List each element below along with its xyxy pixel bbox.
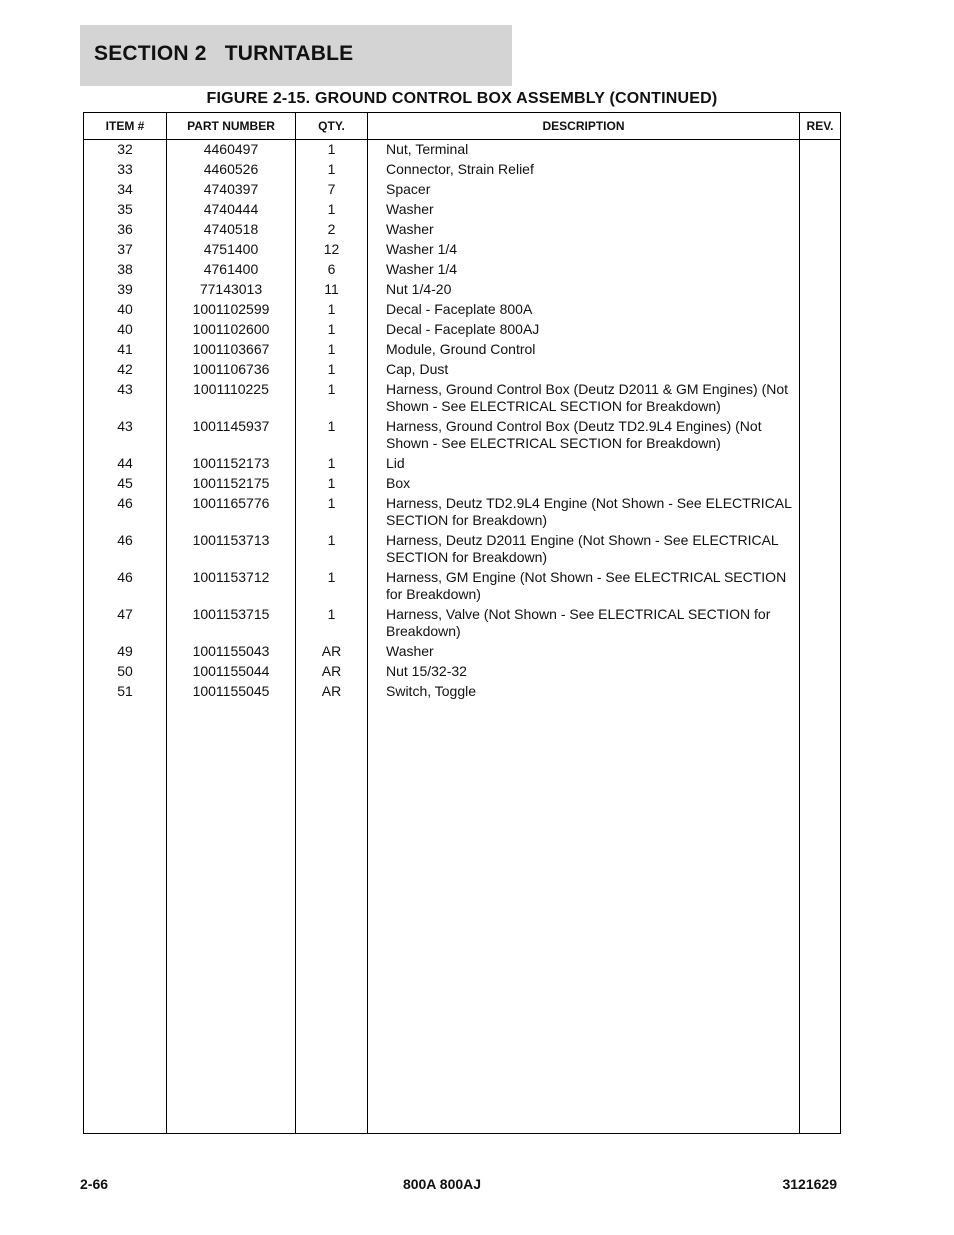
description-cell: Washer — [386, 221, 434, 237]
qty-cell: 1 — [327, 455, 336, 471]
item-cell: 40 — [117, 321, 133, 337]
description-cell: Nut 15/32-32 — [386, 663, 467, 679]
parts-table — [83, 112, 841, 1134]
item-cell: 32 — [117, 141, 133, 157]
column-header-description: DESCRIPTION — [542, 119, 625, 133]
qty-cell: 1 — [327, 341, 336, 357]
table-row — [84, 261, 840, 278]
description-cell: Decal - Faceplate 800AJ — [386, 321, 540, 337]
qty-cell: 1 — [327, 361, 336, 377]
item-cell: 46 — [117, 569, 133, 585]
description-cell: Washer 1/4 — [386, 261, 458, 277]
qty-cell: 1 — [327, 381, 336, 397]
part-number-cell: 4460526 — [203, 161, 259, 177]
description-cell: Connector, Strain Relief — [386, 161, 534, 177]
page-number: 2-66 — [80, 1176, 109, 1192]
qty-cell: 11 — [324, 281, 339, 297]
qty-cell: 1 — [327, 475, 336, 491]
part-number-cell: 1001103667 — [192, 341, 270, 357]
qty-cell: 1 — [327, 301, 336, 317]
item-cell: 47 — [117, 606, 133, 622]
column-header-part-number: PART NUMBER — [187, 119, 275, 133]
part-number-cell: 4740397 — [203, 181, 259, 197]
table-row — [84, 569, 840, 603]
item-cell: 50 — [117, 663, 133, 679]
qty-cell: 1 — [327, 418, 336, 434]
column-header-item: ITEM # — [105, 119, 145, 133]
part-number-cell: 1001153712 — [192, 569, 270, 585]
part-number-cell: 1001106736 — [192, 361, 270, 377]
table-row — [84, 455, 840, 472]
description-cell: Harness, Deutz TD2.9L4 Engine (Not Shown - See ELECTRICAL SECTION for Breakdown) — [386, 495, 792, 528]
item-cell: 45 — [117, 475, 133, 491]
table-row — [84, 663, 840, 680]
item-cell: 44 — [117, 455, 133, 471]
table-row — [84, 301, 840, 318]
section-banner — [80, 25, 512, 86]
description-cell: Washer 1/4 — [386, 241, 458, 257]
item-cell: 34 — [117, 181, 133, 197]
qty-cell: AR — [321, 663, 342, 679]
part-number-cell: 1001153713 — [192, 532, 270, 548]
part-number-cell: 1001155045 — [192, 683, 270, 699]
part-number-cell: 1001155043 — [192, 643, 270, 659]
table-row — [84, 643, 840, 660]
description-cell: Lid — [386, 455, 405, 471]
description-cell: Nut, Terminal — [386, 141, 469, 157]
table-row — [84, 161, 840, 178]
item-cell: 40 — [117, 301, 133, 317]
description-cell: Spacer — [386, 181, 431, 197]
qty-cell: 1 — [327, 569, 336, 585]
part-number-cell: 1001165776 — [192, 495, 270, 511]
table-row — [84, 321, 840, 338]
qty-cell: 2 — [327, 221, 336, 237]
table-row — [84, 532, 840, 566]
item-cell: 46 — [117, 495, 133, 511]
description-cell: Harness, GM Engine (Not Shown - See ELECTRICAL SECTION for Breakdown) — [386, 569, 787, 602]
column-header-rev: REV. — [806, 119, 834, 133]
description-cell: Decal - Faceplate 800A — [386, 301, 533, 317]
table-row — [84, 241, 840, 258]
table-row — [84, 341, 840, 358]
table-body — [84, 141, 840, 703]
part-number-cell: 77143013 — [199, 281, 263, 297]
description-cell: Box — [386, 475, 411, 491]
description-cell: Harness, Ground Control Box (Deutz D2011 & GM Engines) (Not Shown - See ELECTRICAL SECTION for Breakdown) — [386, 381, 789, 414]
item-cell: 35 — [117, 201, 133, 217]
qty-cell: 1 — [327, 161, 336, 177]
qty-cell: 1 — [327, 606, 336, 622]
part-number-cell: 4740444 — [203, 201, 259, 217]
part-number-cell: 1001152175 — [192, 475, 270, 491]
item-cell: 37 — [117, 241, 133, 257]
table-row — [84, 495, 840, 529]
section-title: SECTION 2 TURNTABLE — [94, 42, 354, 65]
part-number-cell: 1001153715 — [192, 606, 270, 622]
part-number-cell: 1001145937 — [192, 418, 270, 434]
item-cell: 42 — [117, 361, 133, 377]
part-number-cell: 4740518 — [203, 221, 259, 237]
item-cell: 43 — [117, 381, 133, 397]
description-cell: Harness, Valve (Not Shown - See ELECTRICAL SECTION for Breakdown) — [386, 606, 771, 639]
item-cell: 36 — [117, 221, 133, 237]
table-row — [84, 683, 840, 700]
qty-cell: AR — [321, 643, 342, 659]
description-cell: Harness, Ground Control Box (Deutz TD2.9L4 Engines) (Not Shown - See ELECTRICAL SECTION for Breakdown) — [386, 418, 762, 451]
item-cell: 46 — [117, 532, 133, 548]
qty-cell: 1 — [327, 495, 336, 511]
item-cell: 49 — [117, 643, 133, 659]
item-cell: 51 — [117, 683, 133, 699]
part-number-cell: 1001155044 — [192, 663, 270, 679]
qty-cell: 1 — [327, 201, 336, 217]
qty-cell: 1 — [327, 141, 336, 157]
qty-cell: 12 — [323, 241, 340, 257]
figure-title: FIGURE 2-15. GROUND CONTROL BOX ASSEMBLY (CONTINUED) — [206, 90, 718, 107]
part-number-cell: 1001152173 — [192, 455, 270, 471]
part-number-cell: 1001102599 — [192, 301, 270, 317]
part-number-cell: 4460497 — [203, 141, 259, 157]
table-row — [84, 475, 840, 492]
table-row — [84, 201, 840, 218]
item-cell: 38 — [117, 261, 133, 277]
part-number-cell: 1001110225 — [193, 381, 269, 397]
description-cell: Switch, Toggle — [386, 683, 477, 699]
table-row — [84, 281, 840, 298]
item-cell: 39 — [117, 281, 133, 297]
table-row — [84, 181, 840, 198]
description-cell: Nut 1/4-20 — [386, 281, 452, 297]
description-cell: Module, Ground Control — [386, 341, 536, 357]
table-row — [84, 606, 840, 640]
qty-cell: 6 — [327, 261, 336, 277]
part-number-cell: 4751400 — [203, 241, 259, 257]
column-header-qty: QTY. — [318, 119, 345, 133]
table-row — [84, 381, 840, 415]
table-row — [84, 221, 840, 238]
part-number-cell: 4761400 — [203, 261, 259, 277]
model-name: 800A 800AJ — [402, 1176, 482, 1192]
qty-cell: AR — [321, 683, 342, 699]
table-row — [84, 418, 840, 452]
qty-cell: 7 — [327, 181, 336, 197]
qty-cell: 1 — [327, 532, 336, 548]
qty-cell: 1 — [327, 321, 336, 337]
table-row — [84, 141, 840, 158]
part-number-cell: 1001102600 — [192, 321, 270, 337]
header-divider — [84, 139, 840, 140]
item-cell: 33 — [117, 161, 133, 177]
item-cell: 41 — [117, 341, 133, 357]
description-cell: Harness, Deutz D2011 Engine (Not Shown - See ELECTRICAL SECTION for Breakdown) — [386, 532, 779, 565]
table-row — [84, 361, 840, 378]
manual-number: 3121629 — [782, 1176, 837, 1192]
item-cell: 43 — [117, 418, 133, 434]
description-cell: Washer — [386, 643, 434, 659]
description-cell: Washer — [386, 201, 434, 217]
description-cell: Cap, Dust — [386, 361, 449, 377]
